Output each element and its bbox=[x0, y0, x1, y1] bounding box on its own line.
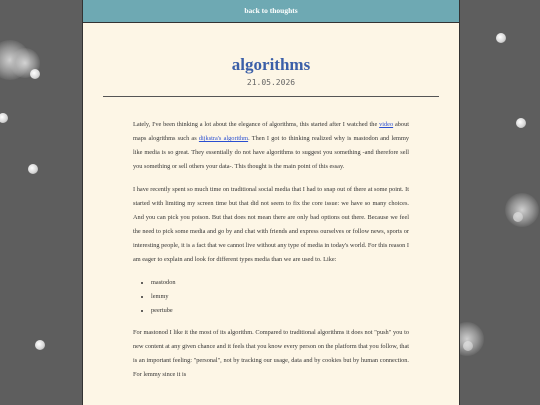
platform-list bbox=[133, 276, 409, 318]
paragraph-text: about maps alogrithms such as bbox=[133, 121, 409, 142]
paragraph-text: Lately, I've been thinking a lot about the elegance of algorithms, this started after I watched the bbox=[133, 121, 380, 128]
article-page bbox=[82, 0, 460, 405]
page-title: algorithms bbox=[231, 55, 311, 74]
background-dot bbox=[30, 69, 40, 79]
background-dot bbox=[516, 118, 526, 128]
background-dot bbox=[496, 33, 506, 43]
header-divider bbox=[103, 96, 439, 97]
list-item: • lemmy bbox=[151, 290, 409, 304]
paragraph-intro bbox=[133, 118, 409, 174]
background-dot bbox=[28, 164, 38, 174]
background-dot bbox=[35, 340, 45, 350]
video-link[interactable]: video bbox=[379, 121, 394, 128]
dijkstra-link[interactable]: dijkstra's algorithm bbox=[198, 135, 249, 142]
paragraph-social-media: I have recently spent so much time on traditional social media that I had to snap out of there at some point. It started with limiting my screen time but that did not seem to fix the core issue: we have so many choices. And you can pick you poison. But that does not mean there are only bad options out there. Because we feel the need to pick some media and go by and chat with friends and express ourselves or follow news, sports or interesting people, it is a fact that we cannot live without any type of media in today's world. For this reason I am eager to explain and look for different types media than we are used to. Like: bbox=[133, 186, 409, 263]
post-date: 21.05.2026 bbox=[246, 78, 296, 87]
background-dot bbox=[0, 113, 8, 123]
list-item: • mastodon bbox=[151, 276, 409, 290]
background-blob bbox=[505, 193, 539, 227]
top-nav-bar bbox=[83, 0, 459, 23]
paragraph-mastodon: For mastonod I like it the most of its algorithm. Compared to traditional algorithms it does not "push" you to new content at any given chance and it feels that you know every person on the platform that you follow, that is an important feeling: "personal", not by tracking our usage, data and by cookies but by human connection. For lemmy since it is bbox=[133, 329, 409, 378]
back-to-thoughts-link[interactable]: back to thoughts bbox=[244, 6, 298, 15]
list-item: • peertube bbox=[151, 304, 409, 318]
article-body bbox=[83, 118, 459, 382]
paragraph-text: . Then I got to thinking realized why is mastodon and lemmy like media is so great. They essentially do not have algorithms to suggest you something -and therefore sell you something or sell others your data-. This thought is the main point of this essay. bbox=[133, 135, 409, 170]
